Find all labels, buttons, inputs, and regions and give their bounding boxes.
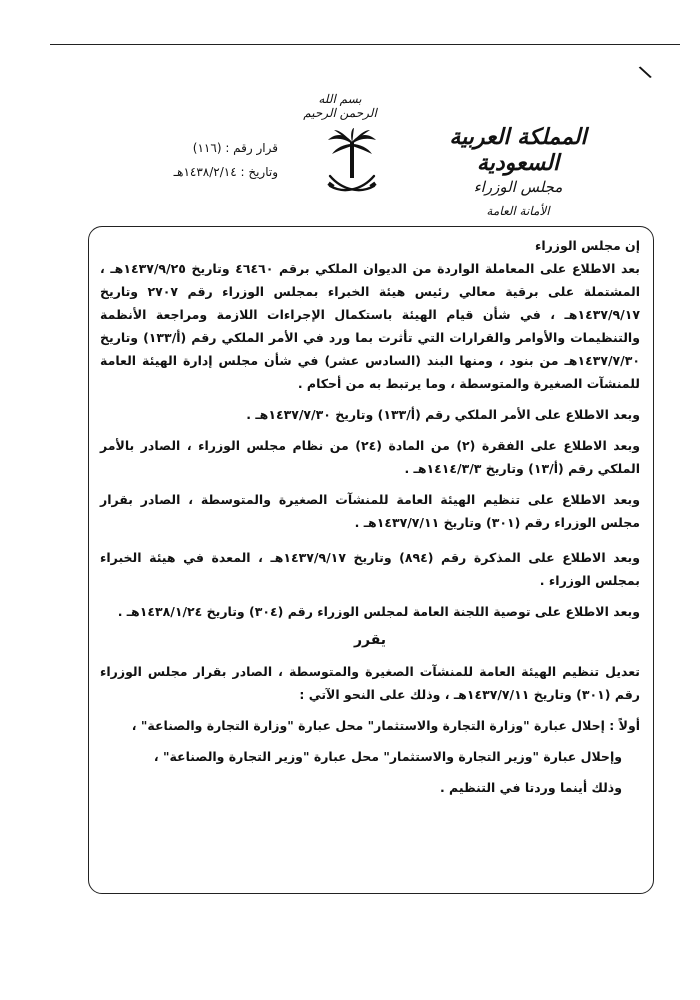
paragraph: وبعد الاطلاع على الأمر الملكي رقم (أ/١٣٣) وتاريخ ١٤٣٧/٧/٣٠هـ . [246, 407, 640, 422]
list-item: وذلك أينما وردتا في التنظيم . [439, 780, 622, 795]
top-divider-line [50, 44, 680, 45]
decision-body [100, 234, 640, 799]
issuer-block [418, 124, 618, 222]
basmala: بسم الله الرحمن الرحيم [303, 92, 377, 120]
paragraph: وبعد الاطلاع على توصية اللجنة العامة لمجلس الوزراء رقم (٣٠٤) وتاريخ ١٤٣٨/١/٢٤هـ . [117, 604, 640, 619]
list-item: أولاً : إحلال عبارة "وزارة التجارة والاستثمار" محل عبارة "وزارة التجارة والصناعة" ، [131, 718, 640, 733]
paragraph: وبعد الاطلاع على تنظيم الهيئة العامة للمنشآت الصغيرة والمتوسطة ، الصادر بقرار مجلس الوزراء رقم (٣٠١) وتاريخ ١٤٣٧/٧/١١هـ . [100, 492, 640, 530]
decision-number: قرار رقم : (١١٦) [192, 141, 278, 155]
paragraph: وبعد الاطلاع على المذكرة رقم (٨٩٤) وتاريخ ١٤٣٧/٩/١٧هـ ، المعدة في هيئة الخبراء بمجلس الوزراء . [100, 550, 640, 588]
paragraph: بعد الاطلاع على المعاملة الواردة من الديوان الملكي برقم ٤٦٤٦٠ وتاريخ ١٤٣٧/٩/٢٥هـ ، المشتملة على برقية معالي رئيس هيئة الخبراء بمجلس الوزراء رقم ٢٧٠٧ وتاريخ ١٤٣٧/٩/١٧هـ ، في شأن قيام الهيئة باستكمال الإجراءات اللازمة ومراجعة الأنظمة والتنظيمات والأوامر والقرارات التي تأثرت بما ورد في الأمر الملكي رقم (أ/١٣٣) وتاريخ ١٤٣٧/٧/٣٠هـ من بنود ، ومنها البند (السادس عشر) في شأن مجلس إدارة الهيئة العامة للمنشآت الصغيرة والمتوسطة ، وما يرتبط به من أحكام . [100, 261, 640, 391]
resolves-heading: يقرر [353, 632, 387, 648]
council-name: مجلس الوزراء [473, 178, 563, 196]
secretariat-name: الأمانة العامة [486, 204, 550, 218]
paragraph: وبعد الاطلاع على الفقرة (٢) من المادة (٢٤) من نظام مجلس الوزراء ، الصادر بالأمر الملكي رقم (أ/١٣) وتاريخ ١٤١٤/٣/٣هـ . [100, 438, 640, 476]
palm-tree-crossed-swords-emblem [326, 128, 378, 198]
paragraph: تعديل تنظيم الهيئة العامة للمنشآت الصغيرة والمتوسطة ، الصادر بقرار مجلس الوزراء رقم (٣٠١) وتاريخ ١٤٣٧/٧/١١هـ ، وذلك على النحو الآتي : [100, 664, 640, 702]
opening-line: إن مجلس الوزراء [534, 238, 640, 253]
decision-date: وتاريخ : ١٤٣٨/٢/١٤هـ [173, 165, 278, 179]
list-item: وإحلال عبارة "وزير التجارة والاستثمار" محل عبارة "وزير التجارة والصناعة" ، [153, 749, 622, 764]
decision-meta [128, 136, 278, 184]
kingdom-name: المملكة العربية السعودية [449, 124, 587, 176]
corner-mark: \ [637, 61, 654, 84]
